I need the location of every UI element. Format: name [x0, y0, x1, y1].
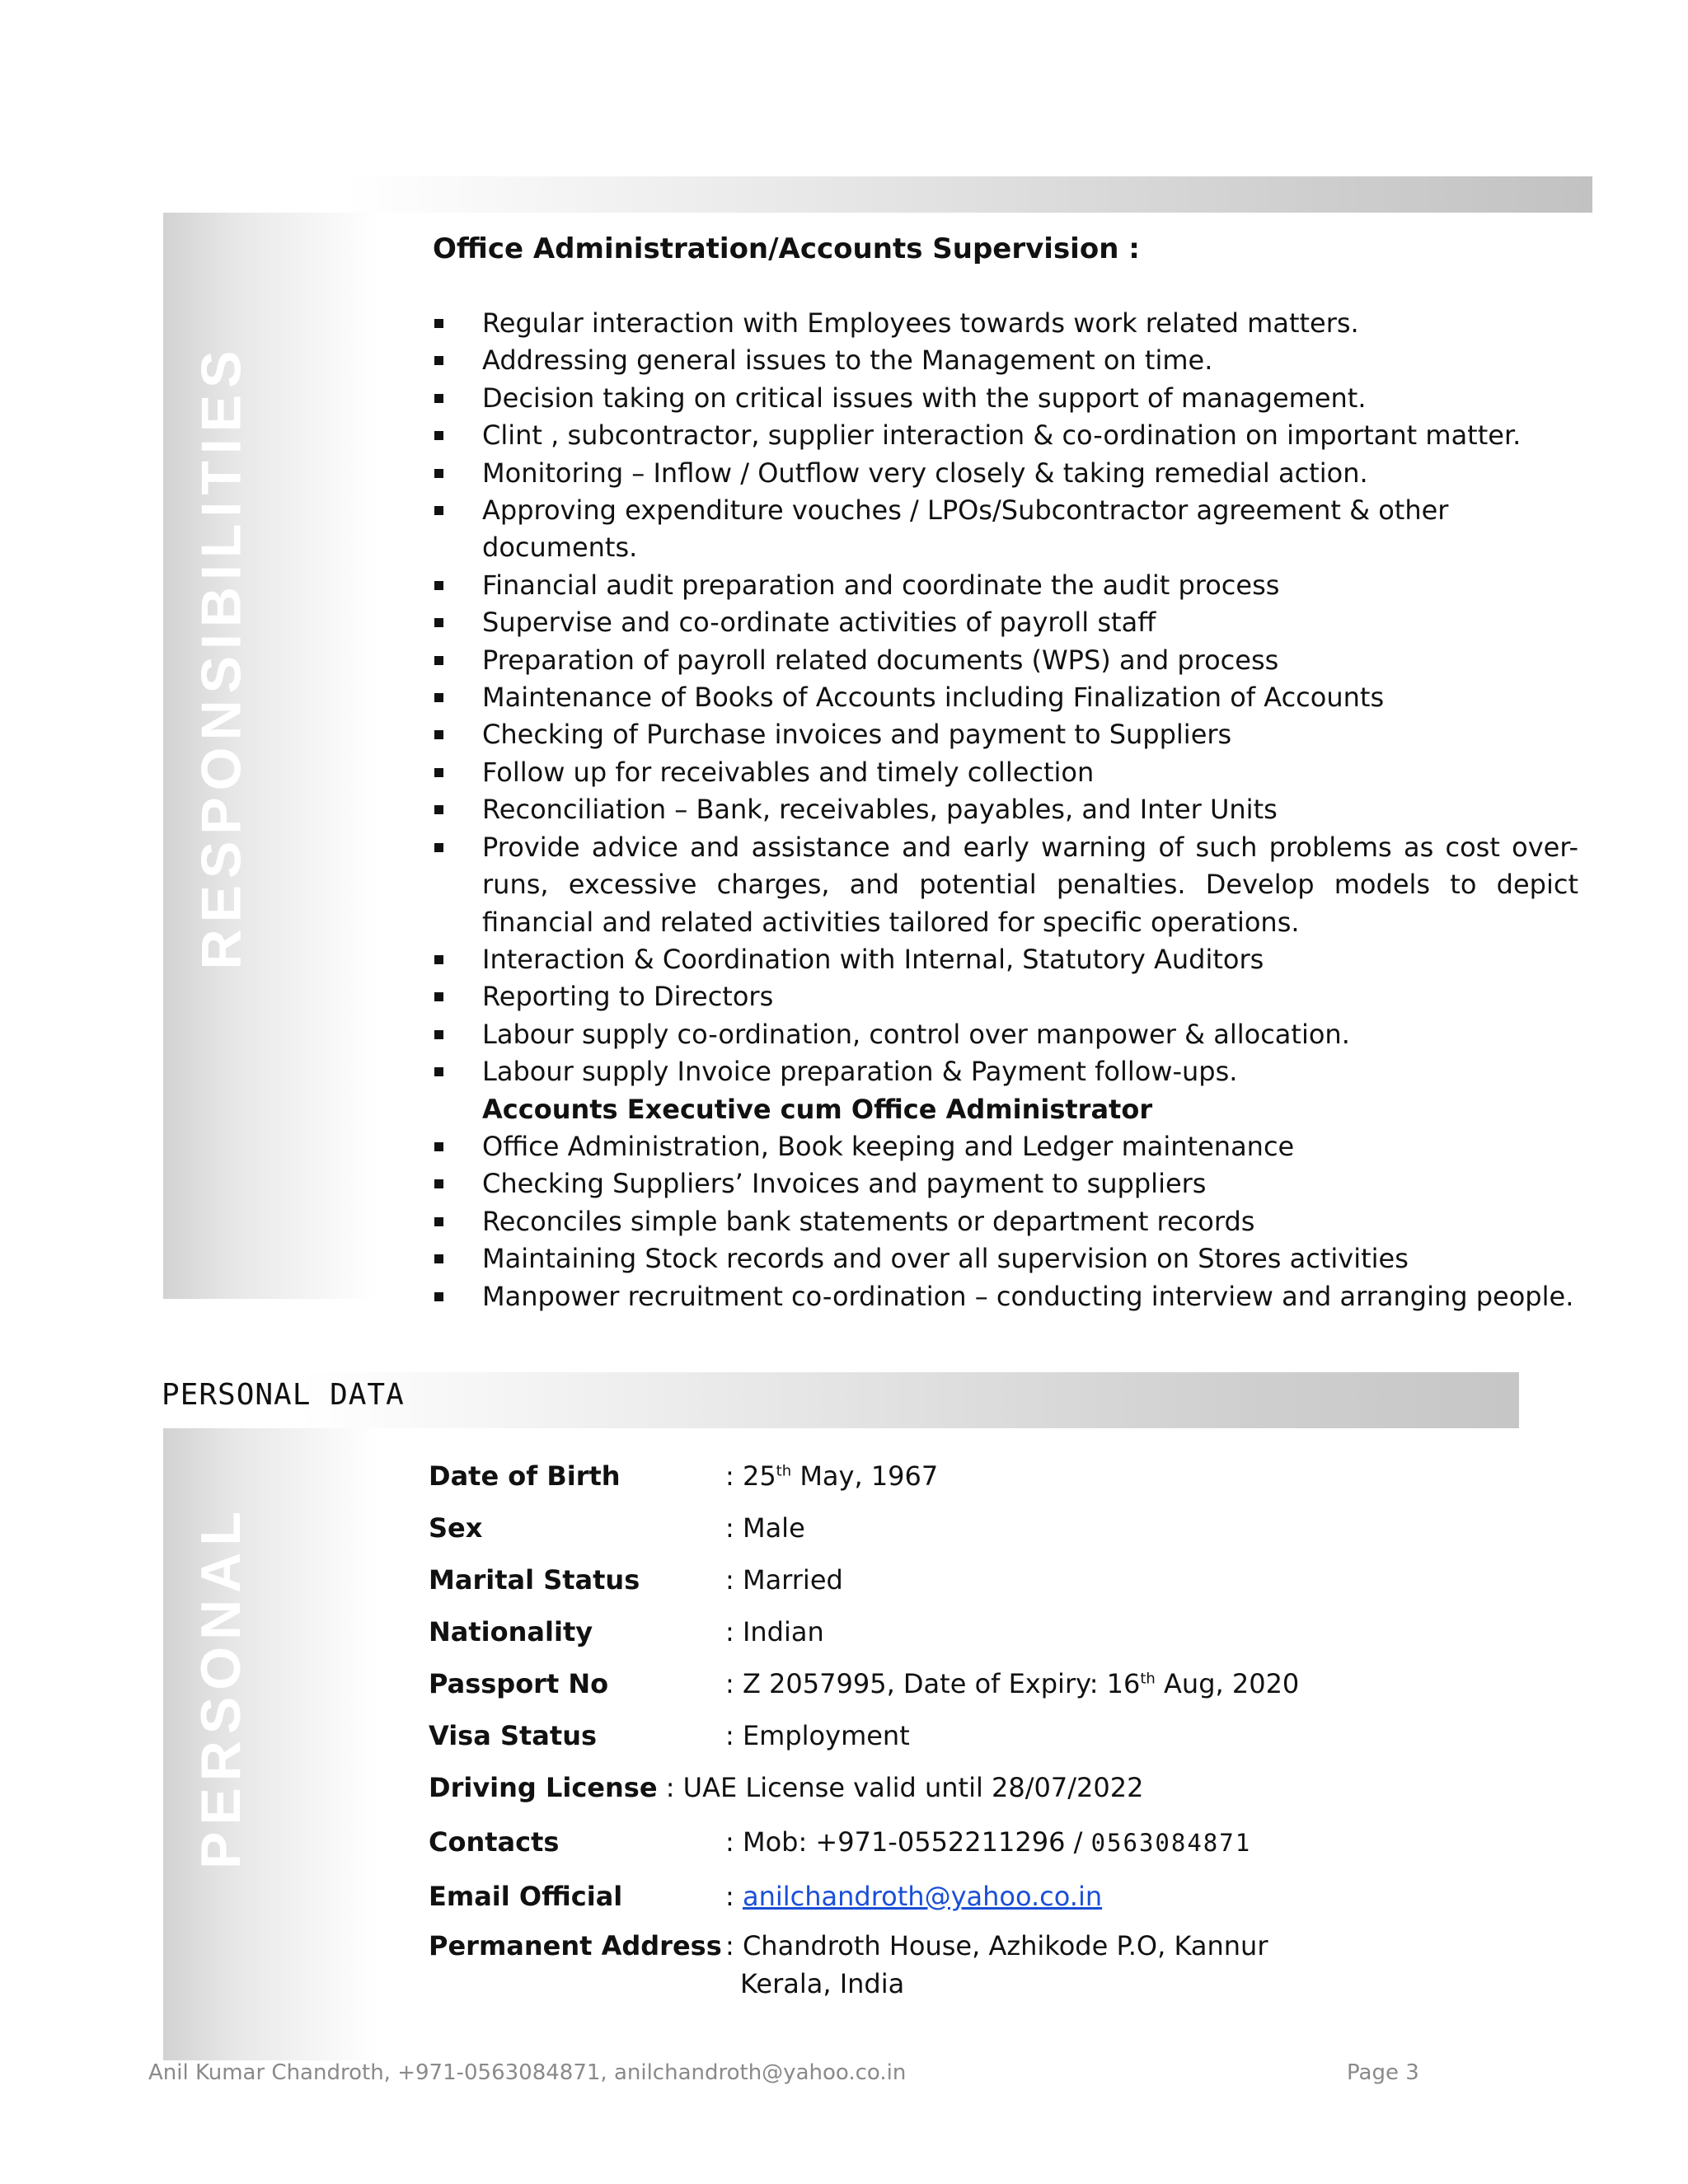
- nationality-row: [429, 1616, 593, 1647]
- bullet-icon: [434, 469, 443, 478]
- contacts-mobile: : Mob: +971-0552211296 /: [725, 1826, 1091, 1858]
- dob-label: Date of Birth: [429, 1460, 621, 1492]
- list-item-text: Financial audit preparation and coordinate the audit process: [482, 569, 1280, 601]
- list-item: [433, 455, 1578, 492]
- visa-value: : Employment: [725, 1720, 910, 1751]
- list-item: [433, 941, 1578, 978]
- list-item: [433, 791, 1578, 828]
- header-gradient-bar: [346, 176, 1592, 213]
- list-item-text: Labour supply Invoice preparation & Payment follow-ups.: [482, 1056, 1238, 1088]
- list-item-text: Checking Suppliers’ Invoices and payment to suppliers: [482, 1168, 1207, 1200]
- list-item: [433, 1053, 1578, 1090]
- responsibilities-title: Office Administration/Accounts Supervision :: [433, 232, 1140, 265]
- nationality-label: Nationality: [429, 1616, 593, 1647]
- bullet-icon: [434, 356, 443, 365]
- email-label: Email Official: [429, 1881, 623, 1912]
- list-item-text: Monitoring – Inflow / Outflow very closely & taking remedial action.: [482, 457, 1368, 489]
- list-item: [433, 716, 1578, 753]
- list-item: [433, 1128, 1578, 1165]
- dob-day: : 25: [725, 1460, 776, 1492]
- list-item-text: Decision taking on critical issues with the support of management.: [482, 382, 1367, 414]
- list-item-text: Preparation of payroll related documents (WPS) and process: [482, 644, 1279, 676]
- personal-side-label-wrap: [163, 1428, 279, 2060]
- personal-data-heading: PERSONAL DATA: [162, 1378, 405, 1412]
- address-line1: : Chandroth House, Azhikode P.O, Kannur: [725, 1930, 1268, 1961]
- responsibilities-side-label: RESPONSIBILITIES: [190, 344, 252, 970]
- contacts-value: [725, 1826, 1251, 1858]
- bullet-icon: [434, 618, 443, 627]
- list-item: [433, 417, 1578, 454]
- list-item: [433, 1240, 1578, 1277]
- marital-row: [429, 1564, 640, 1596]
- list-item-text: Reporting to Directors: [482, 981, 774, 1013]
- bullet-icon: [434, 506, 443, 515]
- bullet-icon: [434, 730, 443, 739]
- contacts-row: [429, 1826, 559, 1858]
- list-item-text: Addressing general issues to the Management on time.: [482, 344, 1213, 377]
- dob-row: [429, 1460, 621, 1492]
- list-item: [433, 1016, 1578, 1053]
- address-row: [429, 1930, 722, 1961]
- dob-value: [725, 1460, 938, 1492]
- passport-expiry-rest: Aug, 2020: [1155, 1668, 1300, 1699]
- visa-label: Visa Status: [429, 1720, 598, 1751]
- bullet-icon: [434, 1030, 443, 1039]
- bullet-icon: [434, 805, 443, 814]
- list-item-text: Interaction & Coordination with Internal, Statutory Auditors: [482, 943, 1264, 975]
- list-item: [433, 604, 1578, 641]
- responsibilities-list: [433, 305, 1578, 1315]
- passport-value: [725, 1668, 1299, 1699]
- list-item: [433, 1203, 1578, 1240]
- bullet-icon: [434, 319, 443, 328]
- passport-suffix: th: [1140, 1670, 1156, 1688]
- passport-label: Passport No: [429, 1668, 609, 1699]
- contacts-label: Contacts: [429, 1826, 560, 1858]
- nationality-value: : Indian: [725, 1616, 824, 1647]
- list-item: [433, 342, 1578, 379]
- marital-label: Marital Status: [429, 1564, 640, 1596]
- sex-value: : Male: [725, 1512, 805, 1544]
- passport-row: [429, 1668, 608, 1699]
- email-link[interactable]: anilchandroth@yahoo.co.in: [742, 1881, 1103, 1912]
- list-item-text: Checking of Purchase invoices and payment to Suppliers: [482, 719, 1232, 751]
- list-item: [433, 829, 1578, 941]
- list-item: [433, 492, 1578, 567]
- address-line2: Kerala, India: [740, 1968, 905, 1999]
- driving-row: [429, 1772, 1143, 1803]
- list-item-text: Supervise and co-ordinate activities of payroll staff: [482, 607, 1156, 639]
- list-item: [433, 754, 1578, 791]
- bullet-icon: [434, 992, 443, 1001]
- subheading: [433, 1091, 1578, 1128]
- list-item-text: Office Administration, Book keeping and Ledger maintenance: [482, 1130, 1295, 1162]
- bullet-icon: [434, 768, 443, 777]
- list-item: [433, 679, 1578, 716]
- footer-contact: Anil Kumar Chandroth, +971-0563084871, anilchandroth@yahoo.co.in: [148, 2060, 907, 2085]
- passport-number: : Z 2057995, Date of Expiry: 16: [725, 1668, 1141, 1699]
- bullet-icon: [434, 1179, 443, 1188]
- bullet-icon: [434, 581, 443, 590]
- bullet-icon: [434, 394, 443, 403]
- list-item: [433, 978, 1578, 1015]
- list-item: [433, 305, 1578, 342]
- list-item-text: Maintenance of Books of Accounts including Finalization of Accounts: [482, 682, 1385, 714]
- bullet-icon: [434, 843, 443, 852]
- bullet-icon: [434, 1254, 443, 1263]
- personal-side-strip: [163, 1428, 377, 2060]
- list-item: [433, 642, 1578, 679]
- contacts-alt-number: 0563084871: [1090, 1829, 1252, 1857]
- bullet-icon: [434, 1292, 443, 1301]
- list-item-text: Reconciles simple bank statements or department records: [482, 1205, 1255, 1237]
- list-item: [433, 567, 1578, 604]
- list-item: [433, 1165, 1578, 1202]
- list-item-text: Maintaining Stock records and over all supervision on Stores activities: [482, 1243, 1409, 1275]
- bullet-icon: [434, 431, 443, 440]
- personal-side-label: PERSONAL: [190, 1504, 253, 1869]
- dob-rest: May, 1967: [791, 1460, 939, 1492]
- bullet-icon: [434, 1142, 443, 1151]
- visa-row: [429, 1720, 597, 1751]
- driving-value: : UAE License valid until 28/07/2022: [657, 1772, 1144, 1803]
- list-item-text: Follow up for receivables and timely collection: [482, 756, 1095, 788]
- list-item-text: Clint , subcontractor, supplier interaction & co-ordination on important matter.: [482, 419, 1522, 452]
- page-number: Page 3: [1347, 2060, 1419, 2085]
- dob-suffix: th: [776, 1462, 792, 1480]
- list-item-text: Labour supply co-ordination, control over manpower & allocation.: [482, 1018, 1350, 1050]
- email-row: [429, 1881, 622, 1912]
- sex-label: Sex: [429, 1512, 483, 1544]
- bullet-icon: [434, 656, 443, 665]
- responsibilities-side-label-wrap: [163, 213, 279, 1299]
- list-item-text: Approving expenditure vouches / LPOs/Subcontractor agreement & other documents.: [482, 494, 1449, 564]
- list-item-text: Manpower recruitment co-ordination – conducting interview and arranging people.: [482, 1280, 1574, 1312]
- sex-row: [429, 1512, 482, 1544]
- list-item: [433, 380, 1578, 417]
- email-prefix: :: [725, 1881, 743, 1912]
- email-value: [725, 1881, 1102, 1912]
- bullet-icon: [434, 1217, 443, 1226]
- list-item-text: Regular interaction with Employees towards work related matters.: [482, 307, 1359, 339]
- marital-value: : Married: [725, 1564, 843, 1596]
- bullet-icon: [434, 1067, 443, 1076]
- subheading-text: Accounts Executive cum Office Administrator: [482, 1093, 1153, 1125]
- address-label: Permanent Address: [429, 1930, 722, 1961]
- bullet-icon: [434, 955, 443, 964]
- responsibilities-side-strip: [163, 213, 377, 1299]
- list-item: [433, 1278, 1578, 1315]
- list-item-text: Reconciliation – Bank, receivables, payables, and Inter Units: [482, 794, 1278, 826]
- bullet-icon: [434, 693, 443, 702]
- list-item-text: Provide advice and assistance and early warning of such problems as cost over-runs, excessive charges, and potential penalties. Develop models to depict financial and related activities tailored for specific operations.: [482, 831, 1578, 938]
- driving-label: Driving License: [429, 1772, 658, 1803]
